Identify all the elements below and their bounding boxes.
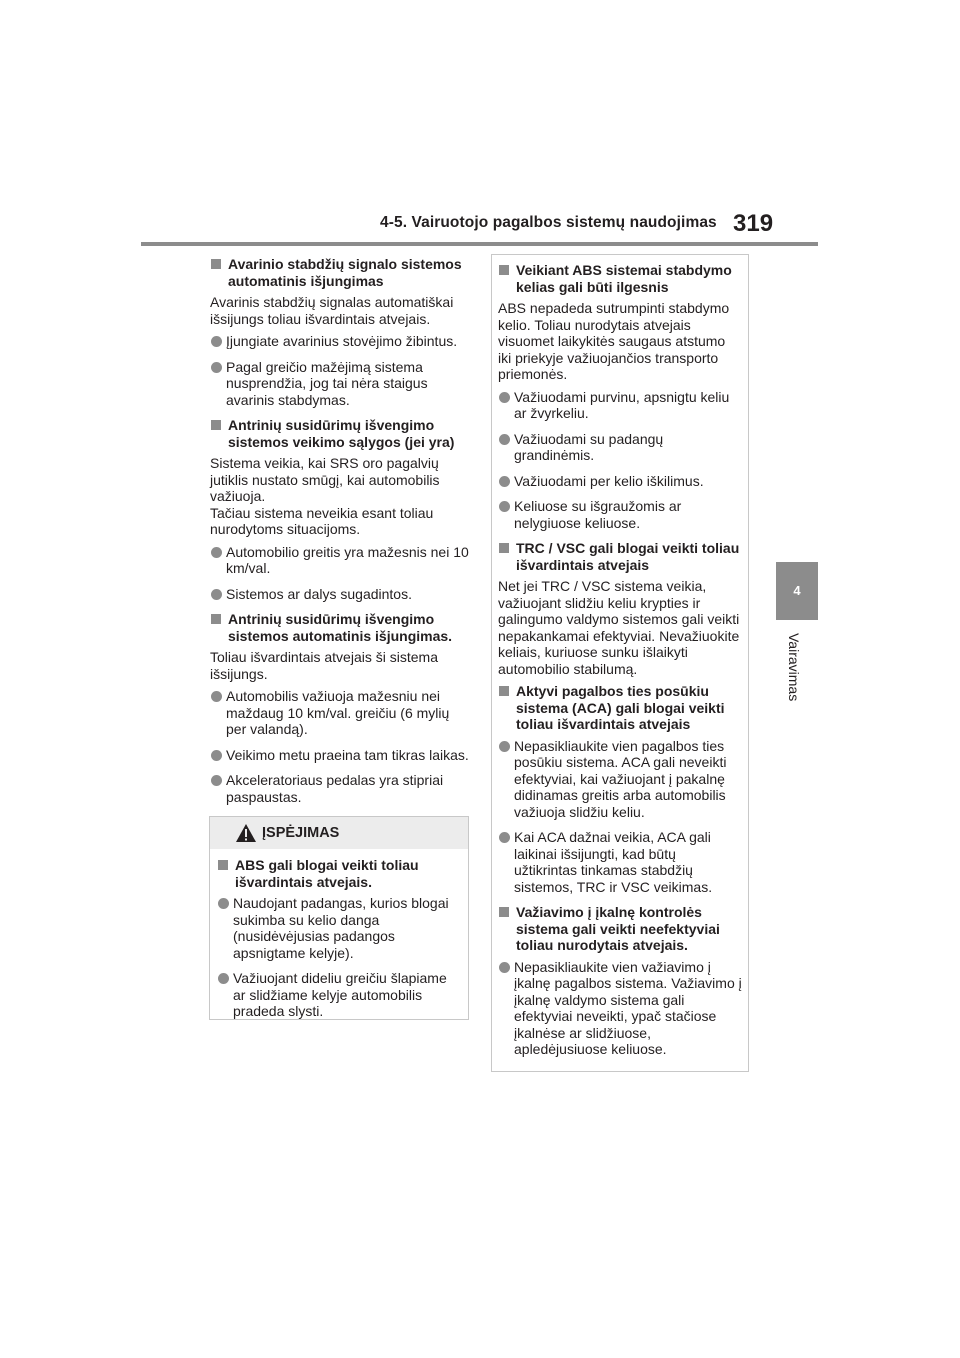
warning-header (210, 817, 468, 849)
section-heading: Avarinio stabdžių signalo sistemos automatinis išjungimas (210, 256, 472, 289)
section-heading: ABS gali blogai veikti toliau išvardintais atvejais. (217, 857, 461, 890)
bullet-item: Naudojant padangas, kurios blogai sukimba su kelio danga (nusidėvėjusias padangos apsnigtame kelyje). (217, 895, 461, 961)
bullet-item: Važiuodami per kelio iškilimus. (498, 473, 742, 490)
warning-triangle-icon (235, 823, 257, 843)
paragraph: Avarinis stabdžių signalas automatiškai išsijungs toliau išvardintais atvejais. (210, 294, 454, 327)
chapter-number: 4 (793, 583, 801, 598)
section-header: 4-5. Vairuotojo pagalbos sistemų naudojimas (380, 214, 717, 231)
chapter-label: Vairavimas (786, 633, 802, 702)
left-column (210, 256, 472, 814)
bullet-item: Sistemos ar dalys sugadintos. (210, 586, 472, 603)
section-heading: Važiavimo į įkalnę kontrolės sistema gali veikti neefektyviai toliau nurodytais atvejais. (498, 904, 742, 954)
bullet-item: Kai ACA dažnai veikia, ACA gali laikinai išsijungti, kad būtų užtikrintas tinkamas stabdžių sistemos, TRC ir VSC veikimas. (498, 829, 742, 895)
right-column (498, 262, 742, 1067)
header-rule (141, 242, 818, 246)
bullet-item: Važiuodami purvinu, apsnigtu keliu ar žvyrkeliu. (498, 389, 742, 422)
warning-body (217, 857, 461, 1029)
section-heading: Aktyvi pagalbos ties posūkiu sistema (ACA) gali blogai veikti toliau išvardintais atvejais (498, 683, 742, 733)
bullet-item: Automobilis važiuoja mažesniu nei maždaug 10 km/val. greičiu (6 mylių per valandą). (210, 688, 472, 738)
bullet-item: Važiuodami su padangų grandinėmis. (498, 431, 742, 464)
bullet-item: Veikimo metu praeina tam tikras laikas. (210, 747, 472, 764)
section-heading: Antrinių susidūrimų išvengimo sistemos automatinis išjungimas. (210, 611, 472, 644)
paragraph: Tačiau sistema neveikia esant toliau nurodytoms situacijoms. (210, 504, 434, 537)
chapter-tab (776, 562, 818, 620)
section-heading: Antrinių susidūrimų išvengimo sistemos veikimo sąlygos (jei yra) (210, 417, 472, 450)
warning-title: ĮSPĖJIMAS (262, 825, 340, 841)
bullet-item: Pagal greičio mažėjimą sistema nusprendžia, jog tai nėra staigus avarinis stabdymas. (210, 359, 472, 409)
bullet-item: Automobilio greitis yra mažesnis nei 10 km/val. (210, 544, 472, 577)
section-heading: Veikiant ABS sistemai stabdymo kelias gali būti ilgesnis (498, 262, 742, 295)
page-number: 319 (733, 210, 774, 237)
paragraph: Sistema veikia, kai SRS oro pagalvių jutiklis nustato smūgį, kai automobilis važiuoja. (210, 455, 440, 504)
paragraph: Net jei TRC / VSC sistema veikia, važiuojant slidžiu keliu krypties ir galingumo valdymo sistemos gali veikti nepakankamai efektyviai. Nevažiuokite keliais, kuriuose sunku išlaikyti automobilio stabilumą. (498, 578, 740, 677)
bullet-item: Važiuojant dideliu greičiu šlapiame ar slidžiame kelyje automobilis pradeda slysti. (217, 970, 461, 1020)
section-heading: TRC / VSC gali blogai veikti toliau išvardintais atvejais (498, 540, 742, 573)
bullet-item: Nepasikliaukite vien pagalbos ties posūkiu sistema. ACA gali neveikti efektyviai, kai važiuojant į pakalnę didinamas greitis arba automobilis važiuoja slidžiu keliu. (498, 738, 742, 821)
paragraph: ABS nepadeda sutrumpinti stabdymo kelio. Toliau nurodytais atvejais visuomet laikykitės saugaus atstumo iki priekyje važiuojančios transporto priemonės. (498, 300, 730, 382)
paragraph: Toliau išvardintais atvejais ši sistema išsijungs. (210, 649, 438, 682)
bullet-item: Keliuose su išgraužomis ar nelygiuose keliuose. (498, 498, 742, 531)
warning-box (209, 816, 469, 1020)
bullet-item: Akceleratoriaus pedalas yra stipriai paspaustas. (210, 772, 472, 805)
bullet-item: Įjungiate avarinius stovėjimo žibintus. (210, 333, 472, 350)
bullet-item: Nepasikliaukite vien važiavimo į įkalnę pagalbos sistema. Važiavimo į įkalnę valdymo sistema gali efektyviai neveikti, ypač stačiose įkalnėse ar slidžiuose, apledėjusiuose keliuose. (498, 959, 742, 1058)
